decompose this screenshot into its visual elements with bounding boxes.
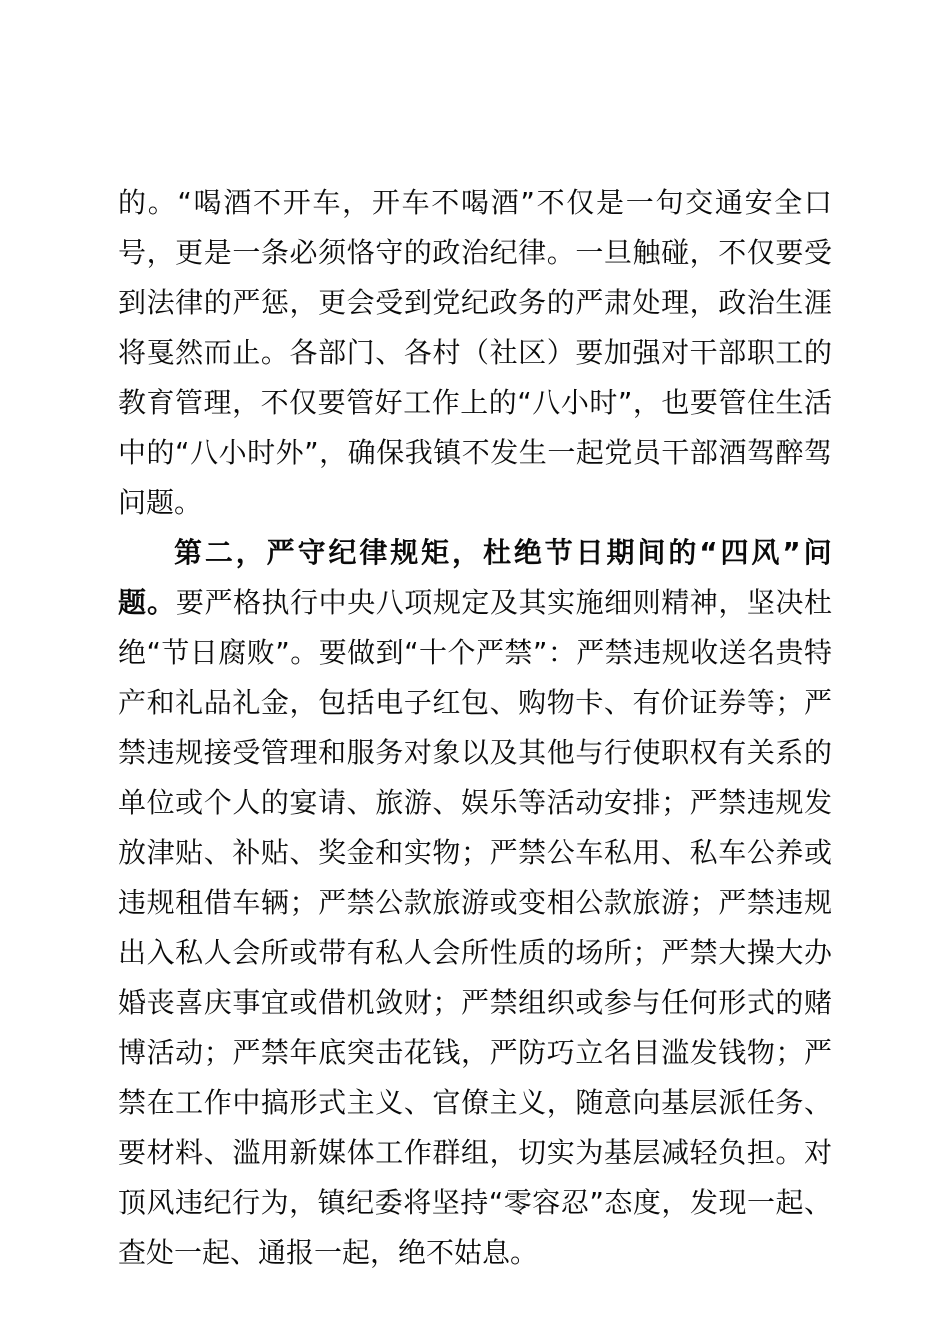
document-text-body xyxy=(118,178,832,1278)
paragraph-continuation xyxy=(118,178,832,528)
paragraph-section-two xyxy=(118,528,832,1278)
section-two-heading-lead: 第二，严守纪律规矩，杜绝节日期间的“四风”问题。 xyxy=(118,536,832,619)
paragraph-2-text: 要严格执行中央八项规定及其实施细则精神，坚决杜绝“节日腐败”。要做到“十个严禁”：严禁违规收送名贵特产和礼品礼金，包括电子红包、购物卡、有价证券等；严禁违规接受管理和服务对象以及其他与行使职权有关系的单位或个人的宴请、旅游、娱乐等活动安排；严禁违规发放津贴、补贴、奖金和实物；严禁公车私用、私车公养或违规租借车辆；严禁公款旅游或变相公款旅游；严禁违规出入私人会所或带有私人会所性质的场所；严禁大操大办婚丧喜庆事宜或借机敛财；严禁组织或参与任何形式的赌博活动；严禁年底突击花钱，严防巧立名目滥发钱物；严禁在工作中搞形式主义、官僚主义，随意向基层派任务、要材料、滥用新媒体工作群组，切实为基层减轻负担。对顶风违纪行为，镇纪委将坚持“零容忍”态度，发现一起、查处一起、通报一起，绝不姑息。 xyxy=(118,586,832,1269)
paragraph-1-text: 的。“喝酒不开车，开车不喝酒”不仅是一句交通安全口号，更是一条必须恪守的政治纪律。一旦触碰，不仅要受到法律的严惩，更会受到党纪政务的严肃处理，政治生涯将戛然而止。各部门、各村（社区）要加强对干部职工的教育管理，不仅要管好工作上的“八小时”，也要管住生活中的“八小时外”，确保我镇不发生一起党员干部酒驾醉驾问题。 xyxy=(118,186,832,519)
